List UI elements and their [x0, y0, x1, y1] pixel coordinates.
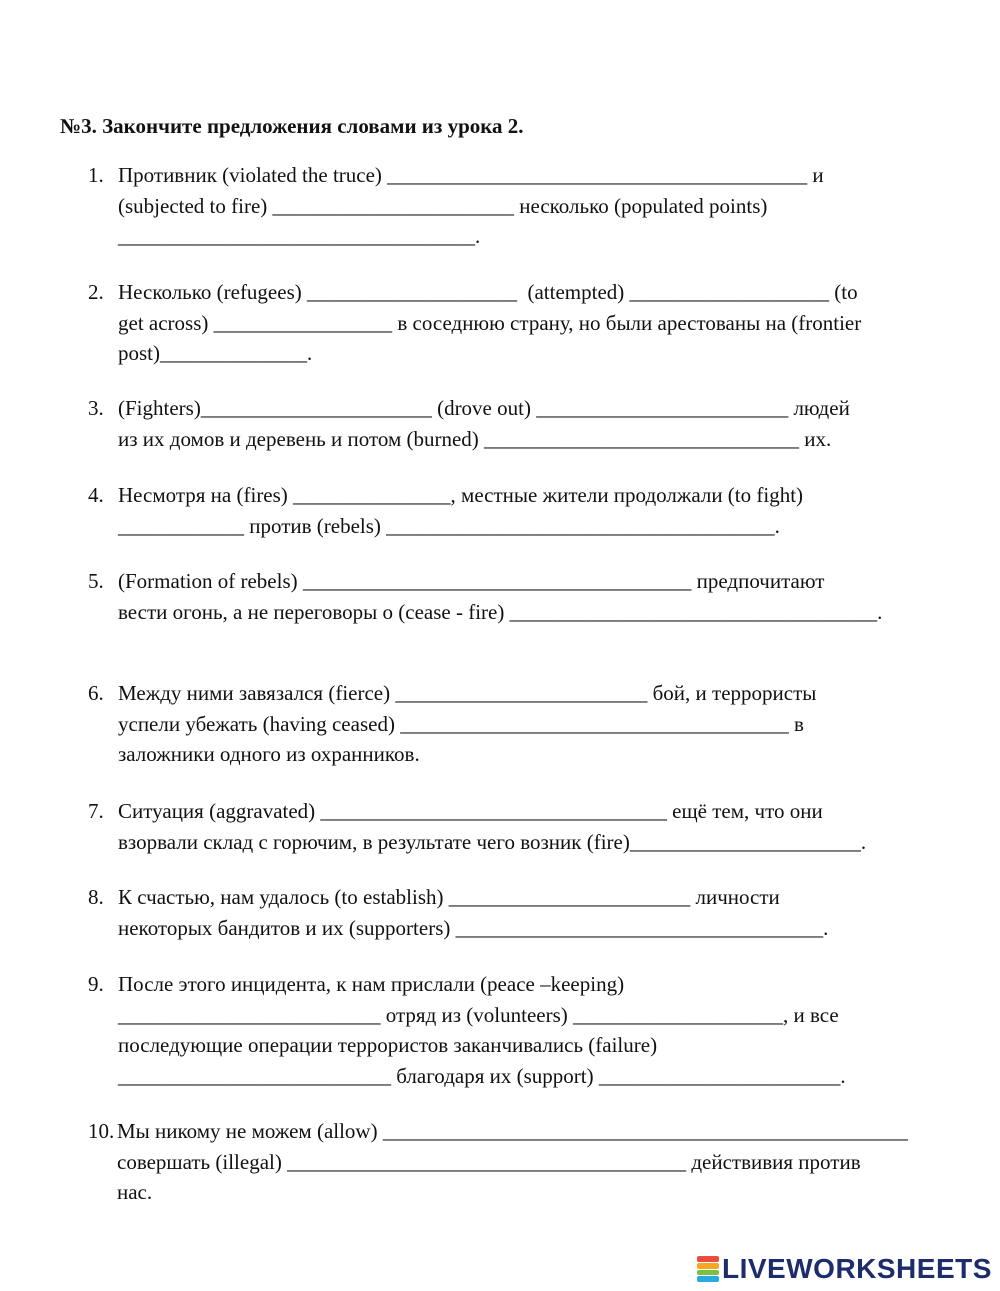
item-number: 8.: [88, 885, 104, 909]
item-number: 9.: [88, 972, 104, 996]
item-line: вести огонь, а не переговоры о (cease - fire) ___________________________________.: [118, 599, 883, 624]
item-line: Мы никому не можем (allow) __________________________________________________: [117, 1119, 908, 1143]
logo-color-block: [697, 1256, 719, 1262]
item-line: Ситуация (aggravated) _________________________________ ещё тем, что они: [118, 799, 823, 823]
logo-color-block: [697, 1263, 719, 1269]
item-line: get across) _________________ в соседнюю страну, но были арестованы на (frontier: [118, 310, 862, 335]
exercise-heading: №3. Закончите предложения словами из урока 2.: [60, 114, 524, 138]
item-line: (subjected to fire) _______________________ несколько (populated points): [118, 193, 768, 218]
item-number: 1.: [88, 163, 104, 187]
item-line: успели убежать (having ceased) _____________________________________ в: [118, 711, 804, 736]
item-line: из их домов и деревень и потом (burned) ______________________________ их.: [118, 426, 832, 451]
item-line: Между ними завязался (fierce) ________________________ бой, и террористы: [118, 681, 817, 705]
item-line: (Formation of rebels) _____________________________________ предпочитают: [118, 569, 825, 593]
item-line: совершать (illegal) ______________________________________ действивия против: [117, 1149, 861, 1174]
liveworksheets-logo[interactable]: [697, 1254, 992, 1284]
item-line: ____________ против (rebels) _____________________________________.: [118, 513, 780, 538]
item-line: последующие операции террористов заканчивались (failure): [118, 1033, 658, 1057]
liveworksheets-wordmark: LIVEWORKSHEETS: [722, 1253, 992, 1284]
item-line: Несмотря на (fires) _______________, местные жители продолжали (to fight): [118, 483, 804, 507]
item-line: взорвали склад с горючим, в результате чего возник (fire)______________________.: [118, 829, 867, 854]
item-line: (Fighters)______________________ (drove out) ________________________ людей: [118, 396, 850, 420]
item-line: post)______________.: [118, 341, 313, 365]
item-line: Несколько (refugees) ____________________ (attempted) ___________________ (to: [118, 280, 858, 304]
item-line: __________________________ благодаря их (support) _______________________.: [118, 1063, 846, 1088]
item-number: 7.: [88, 799, 104, 823]
item-number: 2.: [88, 280, 104, 304]
item-number: 4.: [88, 483, 104, 507]
item-line: После этого инцидента, к нам прислали (peace –keeping): [118, 972, 625, 996]
item-line: __________________________________.: [118, 224, 481, 248]
liveworksheets-logo-icon: [697, 1256, 719, 1282]
item-line: некоторых бандитов и их (supporters) ___________________________________.: [118, 915, 829, 940]
item-line: К счастью, нам удалось (to establish) _______________________ личности: [118, 885, 780, 909]
item-number: 10.: [88, 1119, 115, 1143]
item-line: нас.: [117, 1180, 153, 1204]
item-number: 6.: [88, 681, 104, 705]
item-number: 5.: [88, 569, 104, 593]
item-line: _________________________ отряд из (volunteers) ____________________, и все: [118, 1002, 839, 1027]
item-line: заложники одного из охранников.: [118, 742, 420, 766]
item-line: Противник (violated the truce) ________________________________________ и: [118, 163, 824, 187]
item-number: 3.: [88, 396, 104, 420]
logo-color-block: [697, 1270, 719, 1276]
logo-color-block: [697, 1276, 719, 1282]
